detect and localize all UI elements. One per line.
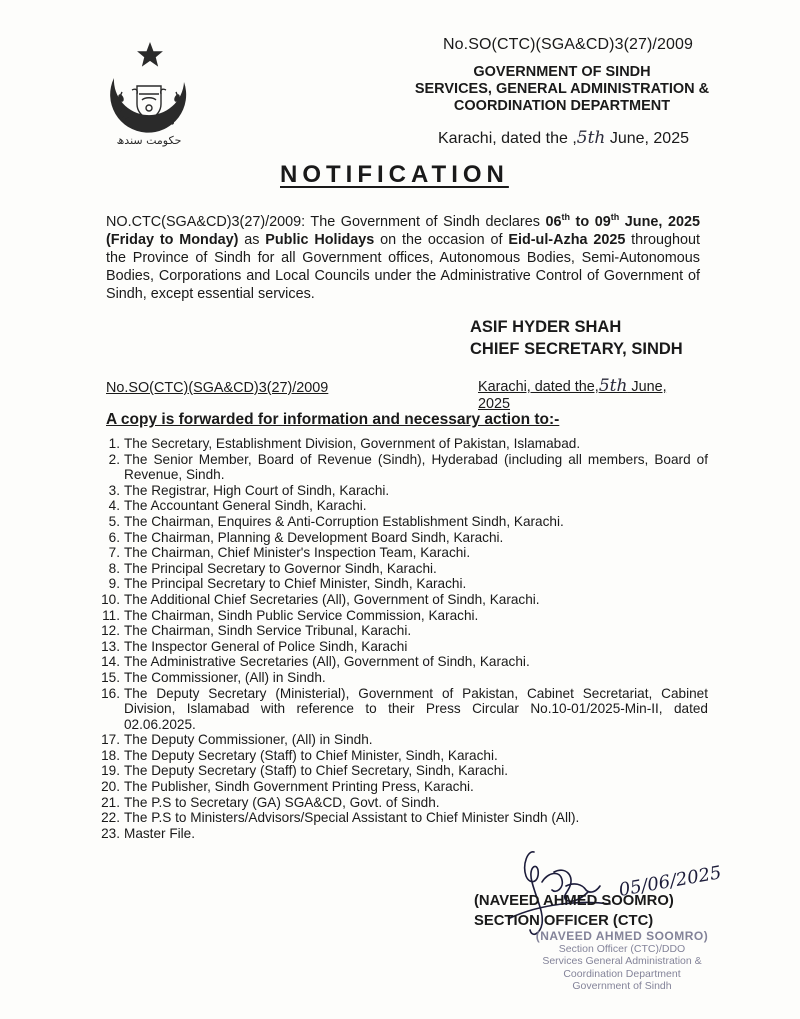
list-item-text: The Deputy Secretary (Staff) to Chief Minister, Sindh, Karachi. bbox=[124, 747, 498, 763]
holiday-range: June, 2025 (Friday to Monday) bbox=[106, 213, 700, 248]
list-item-text: The Principal Secretary to Chief Minister, Sindh, Karachi. bbox=[124, 576, 467, 592]
list-item-number: 22. bbox=[101, 810, 120, 826]
list-item-text: The Deputy Commissioner, (All) in Sindh. bbox=[124, 732, 373, 748]
list-item bbox=[98, 763, 708, 779]
list-item-text: The Accountant General Sindh, Karachi. bbox=[124, 498, 367, 514]
list-item-text: The Deputy Secretary (Staff) to Chief Secretary, Sindh, Karachi. bbox=[124, 763, 509, 779]
list-item bbox=[98, 826, 708, 842]
section-officer-name: (NAVEED AHMED SOOMRO) bbox=[474, 893, 674, 909]
copy-date-prefix: Karachi, dated the, bbox=[478, 379, 599, 395]
chief-secretary-signatory bbox=[470, 316, 683, 360]
copy-date-day-handwritten: 5th bbox=[598, 376, 628, 396]
list-item-text: The Additional Chief Secretaries (All), Government of Sindh, Karachi. bbox=[124, 591, 540, 607]
list-item bbox=[98, 670, 708, 686]
govt-line-1: GOVERNMENT OF SINDH bbox=[473, 64, 651, 80]
list-item bbox=[98, 545, 708, 561]
list-item-number: 16. bbox=[101, 685, 120, 701]
list-item-number: 18. bbox=[101, 747, 120, 763]
list-item bbox=[98, 530, 708, 546]
list-item-text: The Secretary, Establishment Division, Government of Pakistan, Islamabad. bbox=[124, 436, 581, 451]
list-item bbox=[98, 779, 708, 795]
list-item-text: The P.S to Ministers/Advisors/Special Assistant to Chief Minister Sindh (All). bbox=[124, 810, 580, 826]
section-officer-block bbox=[474, 891, 674, 931]
stamp-line-2: Section Officer (CTC)/DDO bbox=[558, 942, 686, 955]
list-item bbox=[98, 732, 708, 748]
stamp-line-5: Government of Sindh bbox=[572, 980, 672, 993]
list-item-number: 19. bbox=[101, 763, 120, 779]
list-item-number: 2. bbox=[108, 451, 120, 467]
page-title: NOTIFICATION bbox=[280, 161, 509, 188]
list-item-number: 3. bbox=[108, 482, 120, 498]
list-item-text: The Inspector General of Police Sindh, Karachi bbox=[124, 638, 408, 654]
list-item-text: The Chairman, Chief Minister's Inspection Team, Karachi. bbox=[124, 545, 471, 561]
dated-day-handwritten: 5th bbox=[576, 128, 606, 148]
list-item bbox=[98, 639, 708, 655]
list-item bbox=[98, 686, 708, 733]
stamp-line-1: (NAVEED AHMED SOOMRO) bbox=[535, 929, 709, 943]
list-item-text: The Administrative Secretaries (All), Government of Sindh, Karachi. bbox=[124, 654, 530, 670]
start-day-suffix: th bbox=[561, 212, 570, 222]
to-word: to bbox=[569, 213, 595, 230]
list-item-text: The Principal Secretary to Governor Sindh, Karachi. bbox=[124, 560, 437, 576]
list-item-number: 8. bbox=[108, 560, 120, 576]
end-day-suffix: th bbox=[610, 212, 620, 222]
list-item bbox=[98, 748, 708, 764]
recipient-list bbox=[98, 436, 708, 841]
reference-number: No.SO(CTC)(SGA&CD)3(27)/2009 bbox=[443, 36, 693, 53]
list-item-text: The Chairman, Planning & Development Board Sindh, Karachi. bbox=[124, 529, 504, 545]
list-item-number: 9. bbox=[108, 576, 120, 592]
list-item bbox=[98, 795, 708, 811]
signature-date: 05/06/2025 bbox=[617, 862, 724, 901]
list-item-number: 14. bbox=[101, 654, 120, 670]
stamp-line-4: Coordination Department bbox=[563, 967, 681, 980]
eid-occasion: Eid-ul-Azha 2025 bbox=[508, 231, 626, 248]
body-part-4: throughout the Province of Sindh for all Government offices, Autonomous Bodies, Semi-Autonomous Bodies, Corporations and Local Councils under the Administrative Control of Government of Sindh, except essential services. bbox=[106, 231, 700, 302]
end-day: 09 bbox=[594, 213, 611, 230]
list-item bbox=[98, 498, 708, 514]
list-item-number: 10. bbox=[101, 591, 120, 607]
emblem-caption: حکومت سندھ bbox=[116, 134, 182, 147]
copy-reference-number: No.SO(CTC)(SGA&CD)3(27)/2009 bbox=[106, 380, 329, 396]
list-item-text: Master File. bbox=[124, 825, 196, 841]
stamp-line-3: Services General Administration & bbox=[542, 955, 702, 968]
list-item-number: 7. bbox=[108, 545, 120, 561]
body-part-1: NO.CTC(SGA&CD)3(27)/2009: The Government of Sindh declares bbox=[106, 213, 546, 230]
copy-forward-heading: A copy is forwarded for information and necessary action to:- bbox=[106, 411, 560, 428]
list-item bbox=[98, 483, 708, 499]
govt-line-2: SERVICES, GENERAL ADMINISTRATION & bbox=[414, 81, 710, 97]
list-item-text: The Chairman, Sindh Service Tribunal, Karachi. bbox=[124, 623, 412, 639]
list-item-number: 12. bbox=[101, 623, 120, 639]
list-item-text: The Senior Member, Board of Revenue (Sindh), Hyderabad (including all members, Board of Revenue, Sindh. bbox=[124, 451, 708, 483]
list-item bbox=[98, 436, 708, 452]
start-day: 06 bbox=[545, 213, 562, 230]
section-officer-designation: SECTION OFFICER (CTC) bbox=[474, 913, 654, 929]
list-item-number: 1. bbox=[108, 436, 120, 451]
official-stamp bbox=[522, 930, 722, 993]
body-part-2: as bbox=[238, 231, 266, 248]
signatory-name: ASIF HYDER SHAH bbox=[470, 318, 622, 336]
list-item-number: 21. bbox=[101, 794, 120, 810]
dated-prefix: Karachi, dated the , bbox=[438, 130, 577, 147]
list-item-number: 11. bbox=[102, 607, 120, 623]
signatory-designation: CHIEF SECRETARY, SINDH bbox=[470, 340, 683, 358]
list-item bbox=[98, 810, 708, 826]
list-item bbox=[98, 608, 708, 624]
list-item-text: The Chairman, Enquires & Anti-Corruption Establishment Sindh, Karachi. bbox=[124, 513, 564, 529]
copy-date-suffix: June, 2025 bbox=[478, 379, 667, 412]
public-holidays: Public Holidays bbox=[265, 231, 375, 248]
dated-suffix: June, 2025 bbox=[605, 130, 689, 147]
list-item-number: 17. bbox=[101, 732, 120, 748]
department-header bbox=[412, 64, 712, 115]
notification-body bbox=[106, 208, 700, 303]
list-item-number: 13. bbox=[101, 638, 120, 654]
list-item bbox=[98, 514, 708, 530]
list-item-text: The Publisher, Sindh Government Printing Press, Karachi. bbox=[124, 779, 474, 795]
list-item-text: The P.S to Secretary (GA) SGA&CD, Govt. of Sindh. bbox=[124, 794, 440, 810]
body-part-3: on the occasion of bbox=[374, 231, 509, 248]
issue-date bbox=[438, 128, 689, 148]
government-of-sindh-emblem-icon bbox=[92, 42, 198, 152]
list-item bbox=[98, 576, 708, 592]
list-item bbox=[98, 592, 708, 608]
list-item-number: 6. bbox=[108, 529, 120, 545]
list-item-text: The Deputy Secretary (Ministerial), Government of Pakistan, Cabinet Secretariat, Cabinet Division, Islamabad with reference to their Press Circular No.10-01/2025-Min-II, dated 02.06.2025. bbox=[124, 685, 708, 732]
list-item-text: The Commissioner, (All) in Sindh. bbox=[124, 669, 326, 685]
list-item-text: The Registrar, High Court of Sindh, Karachi. bbox=[124, 482, 390, 498]
list-item bbox=[98, 452, 708, 483]
govt-line-3: COORDINATION DEPARTMENT bbox=[453, 98, 671, 114]
list-item-number: 23. bbox=[101, 825, 120, 841]
list-item-number: 5. bbox=[108, 513, 120, 529]
list-item bbox=[98, 654, 708, 670]
list-item bbox=[98, 623, 708, 639]
list-item-text: The Chairman, Sindh Public Service Commission, Karachi. bbox=[124, 607, 479, 623]
list-item bbox=[98, 561, 708, 577]
list-item-number: 20. bbox=[101, 779, 120, 795]
copy-reference-date bbox=[478, 376, 700, 412]
list-item-number: 15. bbox=[101, 669, 120, 685]
list-item-number: 4. bbox=[108, 498, 120, 514]
